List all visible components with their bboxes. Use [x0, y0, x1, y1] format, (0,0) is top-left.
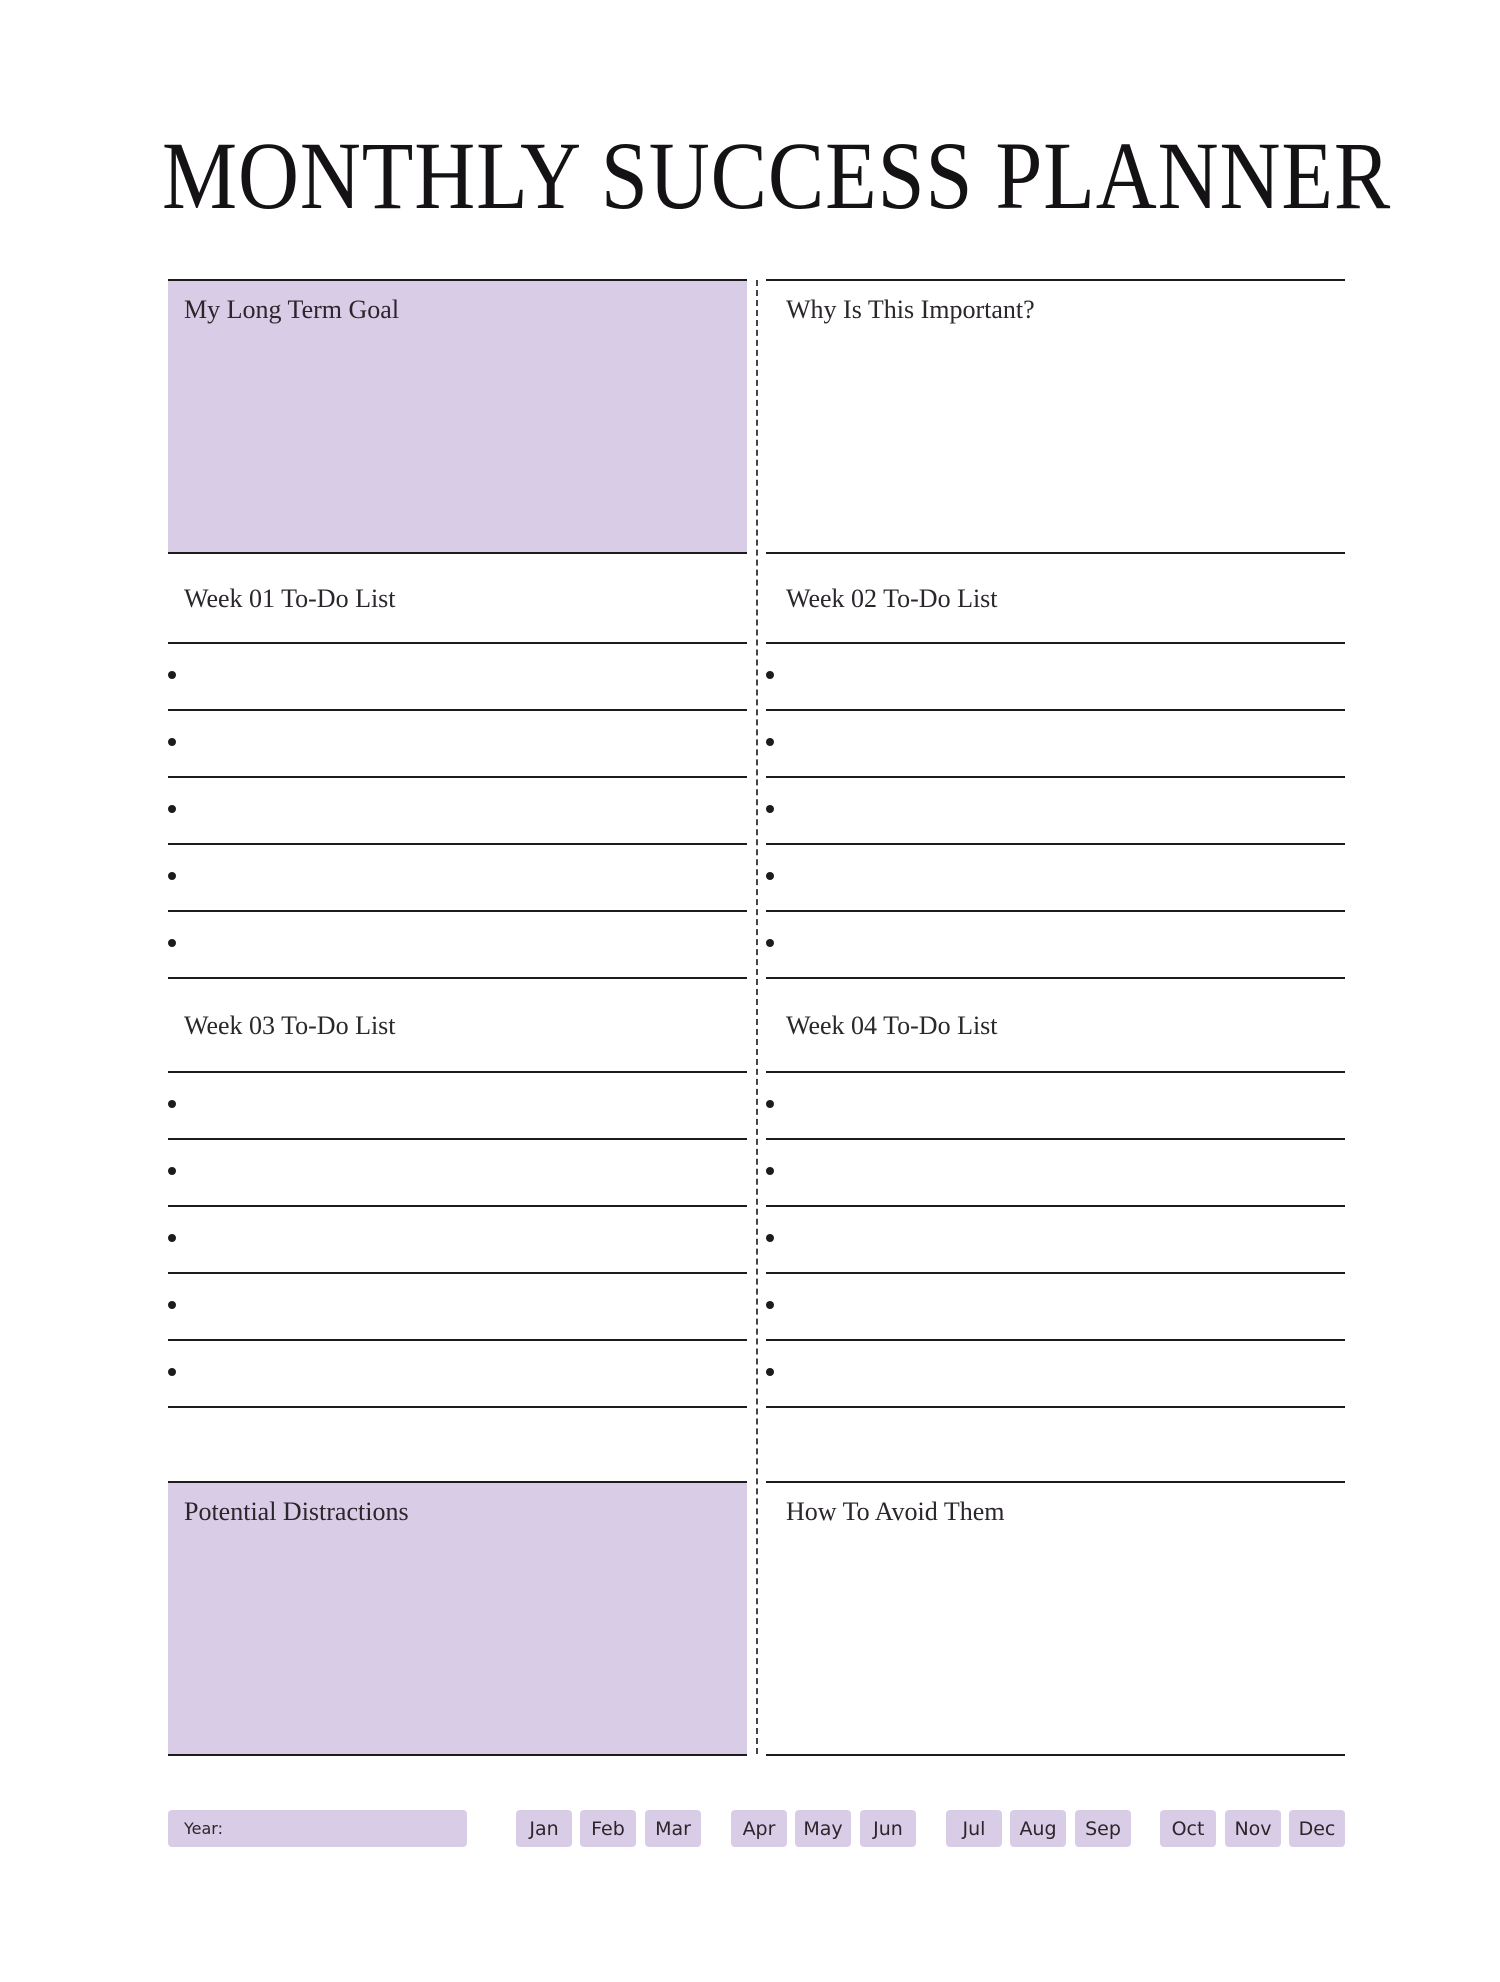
month-chip-apr[interactable]: Apr	[731, 1810, 787, 1847]
bullet-icon	[168, 1301, 176, 1309]
month-chip-nov[interactable]: Nov	[1225, 1810, 1281, 1847]
bullet-icon	[168, 1167, 176, 1175]
month-chip-jan[interactable]: Jan	[516, 1810, 572, 1847]
bullet-icon	[766, 1234, 774, 1242]
bullet-icon	[766, 1301, 774, 1309]
bullet-icon	[766, 872, 774, 880]
bullet-icon	[168, 738, 176, 746]
list-item[interactable]	[766, 1341, 1345, 1408]
month-chip-may[interactable]: May	[795, 1810, 851, 1847]
column-divider	[756, 280, 758, 1754]
list-item[interactable]	[168, 1341, 747, 1408]
list-item[interactable]	[168, 1073, 747, 1140]
bullet-icon	[168, 872, 176, 880]
long-term-goal-box[interactable]	[168, 279, 747, 554]
bullet-icon	[168, 805, 176, 813]
month-chip-aug[interactable]: Aug	[1010, 1810, 1066, 1847]
list-item[interactable]	[168, 644, 747, 711]
list-item[interactable]	[168, 912, 747, 979]
potential-distractions-box[interactable]	[168, 1481, 747, 1756]
bullet-icon	[766, 1100, 774, 1108]
year-label: Year:	[184, 1819, 223, 1838]
bullet-icon	[168, 671, 176, 679]
why-important-label: Why Is This Important?	[786, 295, 1035, 324]
month-chip-sep[interactable]: Sep	[1075, 1810, 1131, 1847]
week-01-label: Week 01 To-Do List	[184, 584, 396, 613]
week-03-header	[168, 979, 747, 1073]
month-chip-mar[interactable]: Mar	[645, 1810, 701, 1847]
week-04-label: Week 04 To-Do List	[786, 1011, 998, 1040]
month-chip-jun[interactable]: Jun	[860, 1810, 916, 1847]
bullet-icon	[168, 1100, 176, 1108]
list-item[interactable]	[766, 1073, 1345, 1140]
month-chip-jul[interactable]: Jul	[946, 1810, 1002, 1847]
bullet-icon	[766, 1368, 774, 1376]
page-title: MONTHLY SUCCESS PLANNER	[162, 122, 1392, 229]
week-04-header	[766, 979, 1345, 1073]
week-01-header	[168, 552, 747, 644]
week-02-header	[766, 552, 1345, 644]
month-chip-feb[interactable]: Feb	[580, 1810, 636, 1847]
bullet-icon	[766, 1167, 774, 1175]
list-item[interactable]	[168, 845, 747, 912]
list-item[interactable]	[168, 1140, 747, 1207]
list-item[interactable]	[168, 711, 747, 778]
month-chip-oct[interactable]: Oct	[1160, 1810, 1216, 1847]
potential-distractions-label: Potential Distractions	[184, 1497, 409, 1526]
bullet-icon	[766, 805, 774, 813]
week-02-label: Week 02 To-Do List	[786, 584, 998, 613]
list-item[interactable]	[766, 1207, 1345, 1274]
list-item[interactable]	[766, 912, 1345, 979]
long-term-goal-label: My Long Term Goal	[184, 295, 400, 324]
list-item[interactable]	[766, 778, 1345, 845]
year-field[interactable]	[168, 1810, 467, 1847]
month-chip-dec[interactable]: Dec	[1289, 1810, 1345, 1847]
bullet-icon	[766, 671, 774, 679]
list-item[interactable]	[766, 845, 1345, 912]
list-item[interactable]	[168, 1274, 747, 1341]
list-item[interactable]	[168, 778, 747, 845]
why-important-box[interactable]	[766, 279, 1345, 554]
list-item[interactable]	[766, 1140, 1345, 1207]
bullet-icon	[766, 738, 774, 746]
bullet-icon	[168, 1368, 176, 1376]
week-03-label: Week 03 To-Do List	[184, 1011, 396, 1040]
list-item[interactable]	[766, 711, 1345, 778]
how-to-avoid-box[interactable]	[766, 1481, 1345, 1756]
how-to-avoid-label: How To Avoid Them	[786, 1497, 1005, 1526]
list-item[interactable]	[766, 1274, 1345, 1341]
bullet-icon	[168, 939, 176, 947]
list-item[interactable]	[168, 1207, 747, 1274]
bullet-icon	[168, 1234, 176, 1242]
bullet-icon	[766, 939, 774, 947]
list-item[interactable]	[766, 644, 1345, 711]
